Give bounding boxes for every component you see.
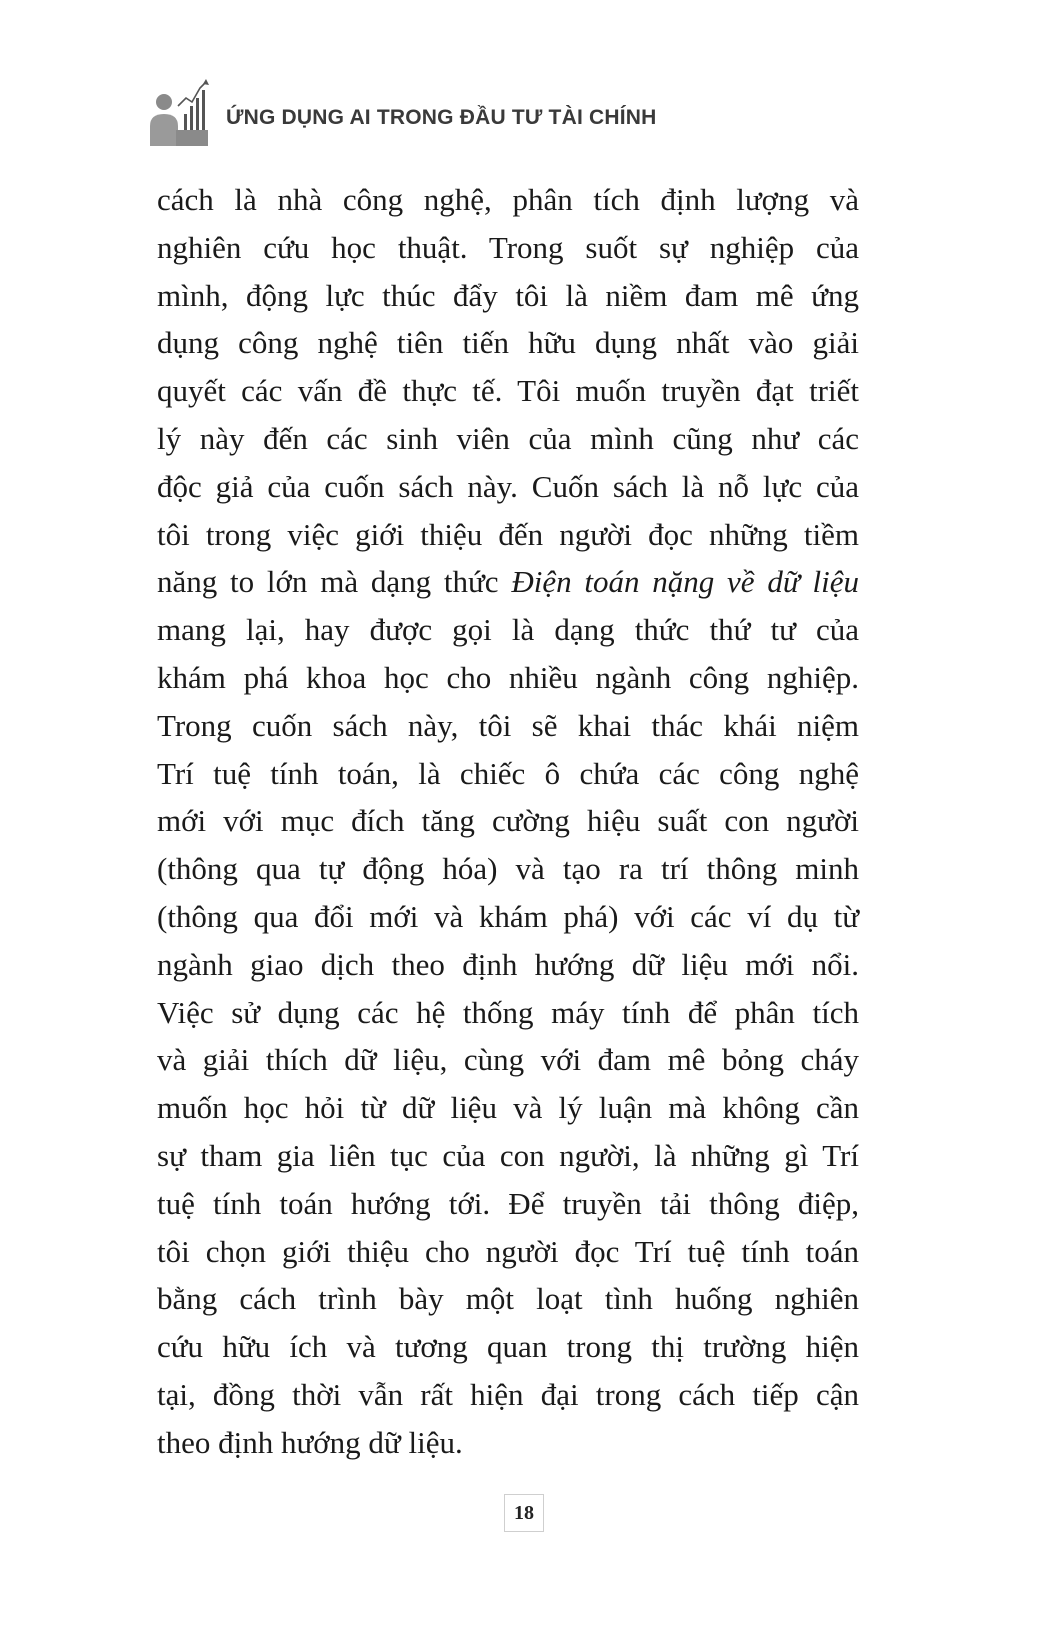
- text-line: độc giả của cuốn sách này. Cuốn sách là nỗ lực của: [157, 468, 859, 504]
- text-line: tại, đồng thời vẫn rất hiện đại trong cách tiếp cận: [157, 1376, 859, 1412]
- text-segment: năng to lớn mà dạng thức: [157, 564, 512, 600]
- text-line: bằng cách trình bày một loạt tình huống nghiên: [157, 1281, 859, 1317]
- text-line: tuệ tính toán hướng tới. Để truyền tải thông điệp,: [157, 1185, 859, 1221]
- text-line: tôi trong việc giới thiệu đến người đọc những tiềm: [157, 516, 859, 552]
- text-line-with-italic: [157, 558, 859, 606]
- text-line: (thông qua tự động hóa) và tạo ra trí thông minh: [157, 851, 859, 887]
- text-line: khám phá khoa học cho nhiều ngành công nghiệp.: [157, 659, 859, 695]
- text-line: và giải thích dữ liệu, cùng với đam mê bỏng cháy: [157, 1042, 859, 1078]
- text-line: mới với mục đích tăng cường hiệu suất con người: [157, 803, 859, 839]
- text-line: nghiên cứu học thuật. Trong suốt sự nghiệp của: [157, 229, 859, 265]
- text-line: ngành giao dịch theo định hướng dữ liệu mới nổi.: [157, 946, 859, 982]
- text-line: sự tham gia liên tục của con người, là những gì Trí: [157, 1137, 859, 1173]
- page-number: 18: [504, 1494, 544, 1532]
- text-line: muốn học hỏi từ dữ liệu và lý luận mà không cần: [157, 1090, 859, 1126]
- text-line: cứu hữu ích và tương quan trong thị trường hiện: [157, 1329, 859, 1365]
- body-paragraph: [157, 176, 859, 1467]
- investor-chart-icon: [148, 76, 210, 146]
- text-line: mang lại, hay được gọi là dạng thức thứ tư của: [157, 612, 859, 648]
- text-line: (thông qua đổi mới và khám phá) với các ví dụ từ: [157, 898, 859, 934]
- running-header-title: ỨNG DỤNG AI TRONG ĐẦU TƯ TÀI CHÍNH: [226, 106, 657, 129]
- text-line: lý này đến các sinh viên của mình cũng như các: [157, 420, 859, 456]
- text-line: Việc sử dụng các hệ thống máy tính để phân tích: [157, 994, 859, 1030]
- text-line: quyết các vấn đề thực tế. Tôi muốn truyền đạt triết: [157, 373, 859, 409]
- text-line: tôi chọn giới thiệu cho người đọc Trí tuệ tính toán: [157, 1233, 859, 1269]
- text-line: cách là nhà công nghệ, phân tích định lượng và: [157, 182, 859, 217]
- text-line: Trong cuốn sách này, tôi sẽ khai thác khái niệm: [157, 707, 859, 743]
- text-line: theo định hướng dữ liệu.: [157, 1424, 463, 1460]
- text-line: dụng công nghệ tiên tiến hữu dụng nhất vào giải: [157, 325, 859, 361]
- italic-term: Điện toán nặng về dữ liệu: [511, 564, 859, 600]
- text-line: Trí tuệ tính toán, là chiếc ô chứa các công nghệ: [157, 755, 859, 791]
- running-header: [148, 76, 868, 146]
- text-line: mình, động lực thúc đẩy tôi là niềm đam mê ứng: [157, 277, 859, 313]
